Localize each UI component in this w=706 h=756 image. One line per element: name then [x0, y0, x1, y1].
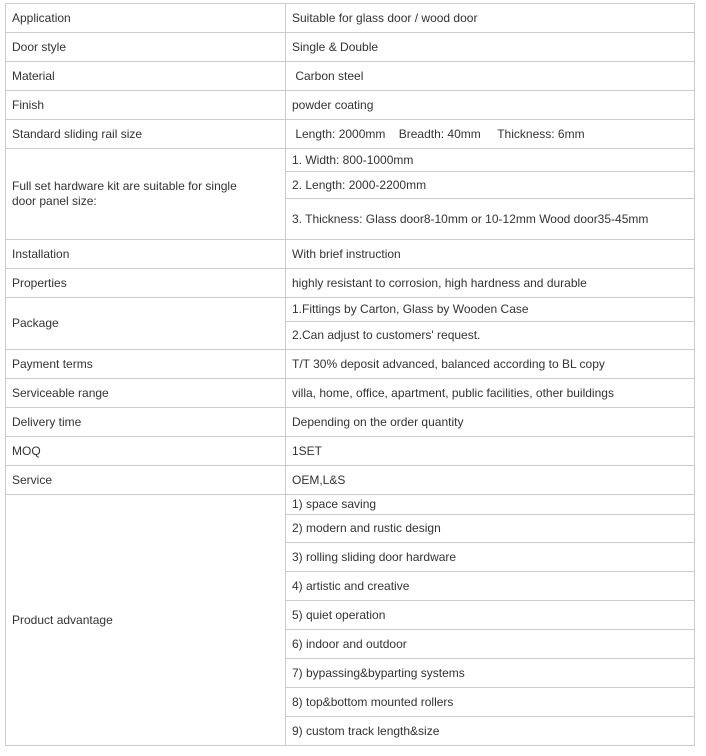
row-value: 2. Length: 2000-2200mm	[286, 172, 695, 199]
table-row	[6, 149, 695, 172]
table-row	[6, 466, 695, 495]
row-value: 1SET	[286, 437, 695, 466]
row-label: Package	[6, 298, 286, 350]
table-row	[6, 4, 695, 33]
row-value: 3) rolling sliding door hardware	[286, 543, 695, 572]
row-value: powder coating	[286, 91, 695, 120]
row-label: Payment terms	[6, 350, 286, 379]
table-row	[6, 408, 695, 437]
row-label: Standard sliding rail size	[6, 120, 286, 149]
table-row	[6, 495, 695, 515]
row-label: Application	[6, 4, 286, 33]
row-value: Single & Double	[286, 33, 695, 62]
table-row	[6, 350, 695, 379]
row-value: Length: 2000mm Breadth: 40mm Thickness: 6mm	[286, 120, 695, 149]
row-label: Door style	[6, 33, 286, 62]
row-value: 9) custom track length&size	[286, 717, 695, 746]
spec-table	[5, 3, 695, 746]
row-value: villa, home, office, apartment, public facilities, other buildings	[286, 379, 695, 408]
row-value: OEM,L&S	[286, 466, 695, 495]
row-value: 1.Fittings by Carton, Glass by Wooden Case	[286, 298, 695, 322]
row-label: Material	[6, 62, 286, 91]
row-label: Properties	[6, 269, 286, 298]
table-row	[6, 437, 695, 466]
table-row	[6, 298, 695, 322]
row-value: With brief instruction	[286, 240, 695, 269]
table-row	[6, 120, 695, 149]
row-value: 3. Thickness: Glass door8-10mm or 10-12mm Wood door35-45mm	[286, 199, 695, 240]
row-label: Product advantage	[6, 495, 286, 746]
row-label: Full set hardware kit are suitable for single door panel size:	[6, 149, 286, 240]
row-value: 1) space saving	[286, 495, 695, 515]
row-value: 4) artistic and creative	[286, 572, 695, 601]
row-value: Suitable for glass door / wood door	[286, 4, 695, 33]
row-label: MOQ	[6, 437, 286, 466]
row-value: 1. Width: 800-1000mm	[286, 149, 695, 172]
row-value: Depending on the order quantity	[286, 408, 695, 437]
table-row	[6, 33, 695, 62]
row-value: Carbon steel	[286, 62, 695, 91]
row-label: Delivery time	[6, 408, 286, 437]
row-value: 8) top&bottom mounted rollers	[286, 688, 695, 717]
table-row	[6, 91, 695, 120]
row-value: highly resistant to corrosion, high hardness and durable	[286, 269, 695, 298]
table-row	[6, 379, 695, 408]
row-value: 5) quiet operation	[286, 601, 695, 630]
row-label: Installation	[6, 240, 286, 269]
row-value: T/T 30% deposit advanced, balanced according to BL copy	[286, 350, 695, 379]
table-row	[6, 269, 695, 298]
row-value: 6) indoor and outdoor	[286, 630, 695, 659]
row-label: Service	[6, 466, 286, 495]
table-row	[6, 240, 695, 269]
table-row	[6, 62, 695, 91]
row-label: Serviceable range	[6, 379, 286, 408]
row-value: 7) bypassing&byparting systems	[286, 659, 695, 688]
row-value: 2.Can adjust to customers' request.	[286, 322, 695, 350]
row-label: Finish	[6, 91, 286, 120]
row-value: 2) modern and rustic design	[286, 515, 695, 543]
